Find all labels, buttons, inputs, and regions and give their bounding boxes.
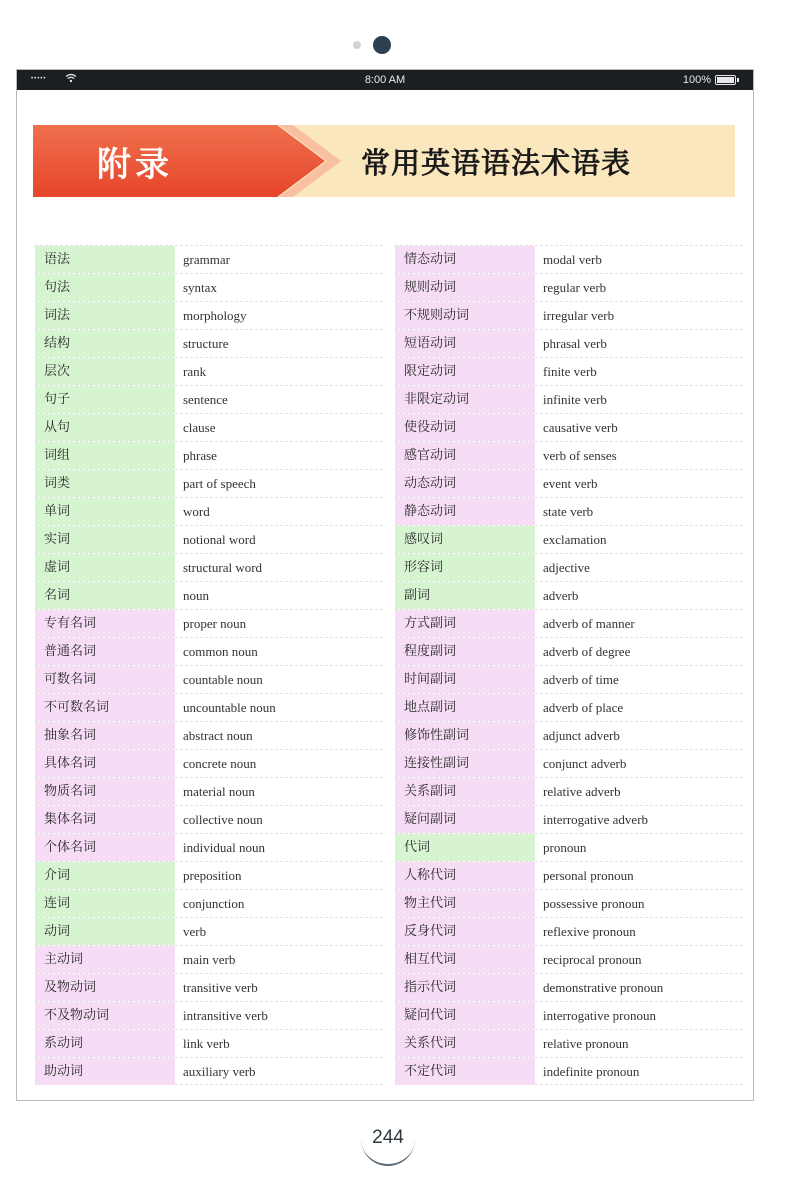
term-row: [395, 693, 743, 721]
term-row: [395, 889, 743, 917]
term-row: [395, 665, 743, 693]
term-chinese: 个体名词: [35, 834, 175, 861]
term-chinese: 不规则动词: [395, 302, 535, 329]
term-chinese: 句法: [35, 274, 175, 301]
term-row: [35, 609, 383, 637]
term-english: adverb of manner: [543, 616, 635, 631]
term-chinese: 动词: [35, 918, 175, 945]
term-english: pronoun: [543, 840, 587, 855]
page-number-badge: [361, 1112, 415, 1166]
term-english: adjective: [543, 560, 590, 575]
term-english: adverb of time: [543, 672, 619, 687]
term-chinese: 主动词: [35, 946, 175, 973]
term-english: reflexive pronoun: [543, 924, 636, 939]
term-chinese: 抽象名词: [35, 722, 175, 749]
term-chinese: 修饰性副词: [395, 722, 535, 749]
term-english: individual noun: [183, 840, 265, 855]
term-chinese: 普通名词: [35, 638, 175, 665]
term-chinese: 及物动词: [35, 974, 175, 1001]
term-row: [395, 917, 743, 945]
page-title: 常用英语语法术语表: [361, 146, 632, 180]
term-row: [35, 469, 383, 497]
term-english: clause: [183, 420, 216, 435]
term-chinese: 语法: [35, 246, 175, 273]
banner-label: 附录: [97, 145, 173, 185]
term-english: relative pronoun: [543, 1036, 629, 1051]
term-english: intransitive verb: [183, 1008, 268, 1023]
term-chinese: 虚词: [35, 554, 175, 581]
term-english: relative adverb: [543, 784, 621, 799]
term-chinese: 连接性副词: [395, 750, 535, 777]
term-english: phrasal verb: [543, 336, 607, 351]
term-chinese: 助动词: [35, 1058, 175, 1085]
term-row: [35, 441, 383, 469]
term-row: [35, 889, 383, 917]
term-english: personal pronoun: [543, 868, 634, 883]
term-row: [395, 1029, 743, 1057]
term-chinese: 相互代词: [395, 946, 535, 973]
term-english: grammar: [183, 252, 230, 267]
term-english: morphology: [183, 308, 247, 323]
term-row: [395, 413, 743, 441]
term-row: [395, 749, 743, 777]
term-english: word: [183, 504, 210, 519]
term-row: [395, 497, 743, 525]
term-english: adverb: [543, 588, 579, 603]
term-english: adverb of place: [543, 700, 624, 715]
term-chinese: 关系副词: [395, 778, 535, 805]
term-row: [35, 413, 383, 441]
term-chinese: 反身代词: [395, 918, 535, 945]
term-row: [395, 721, 743, 749]
term-chinese: 不及物动词: [35, 1002, 175, 1029]
term-chinese: 连词: [35, 890, 175, 917]
status-time: 8:00 AM: [364, 74, 406, 86]
term-english: material noun: [183, 784, 255, 799]
battery-percent: 100%: [682, 74, 711, 86]
term-row: [395, 469, 743, 497]
term-english: reciprocal pronoun: [543, 952, 642, 967]
term-chinese: 人称代词: [395, 862, 535, 889]
term-english: verb of senses: [543, 448, 617, 463]
term-row: [395, 329, 743, 357]
term-row: [395, 553, 743, 581]
term-english: structural word: [183, 560, 263, 575]
term-row: [395, 805, 743, 833]
term-row: [395, 945, 743, 973]
term-row: [395, 581, 743, 609]
term-chinese: 感官动词: [395, 442, 535, 469]
device-frame: [16, 69, 754, 1101]
page-dot-active[interactable]: [373, 36, 391, 54]
signal-icon: •••••: [31, 76, 47, 82]
term-row: [35, 497, 383, 525]
term-row: [35, 693, 383, 721]
term-row: [395, 301, 743, 329]
term-english: noun: [183, 588, 209, 603]
status-bar: [17, 70, 753, 90]
term-english: exclamation: [543, 532, 607, 547]
term-row: [395, 637, 743, 665]
term-english: phrase: [183, 448, 217, 463]
term-chinese: 实词: [35, 526, 175, 553]
term-row: [395, 1001, 743, 1029]
term-english: preposition: [183, 868, 242, 883]
term-chinese: 名词: [35, 582, 175, 609]
term-row: [35, 973, 383, 1001]
term-row: [35, 805, 383, 833]
term-chinese: 时间副词: [395, 666, 535, 693]
term-english: conjunction: [183, 896, 245, 911]
term-row: [35, 833, 383, 861]
term-chinese: 句子: [35, 386, 175, 413]
term-row: [35, 637, 383, 665]
term-english: irregular verb: [543, 308, 615, 323]
term-english: regular verb: [543, 280, 607, 295]
term-row: [35, 357, 383, 385]
term-chinese: 结构: [35, 330, 175, 357]
term-english: common noun: [183, 644, 258, 659]
term-row: [35, 553, 383, 581]
term-english: conjunct adverb: [543, 756, 627, 771]
term-chinese: 短语动词: [395, 330, 535, 357]
terms-table-right: [395, 245, 743, 1085]
term-chinese: 单词: [35, 498, 175, 525]
term-row: [395, 441, 743, 469]
term-english: uncountable noun: [183, 700, 276, 715]
term-chinese: 物主代词: [395, 890, 535, 917]
term-english: finite verb: [543, 364, 597, 379]
term-chinese: 感叹词: [395, 526, 535, 553]
term-row: [395, 861, 743, 889]
term-chinese: 词组: [35, 442, 175, 469]
term-chinese: 动态动词: [395, 470, 535, 497]
term-english: possessive pronoun: [543, 896, 645, 911]
page-number: 244: [372, 1127, 404, 1148]
terms-table-left: [35, 245, 383, 1085]
term-english: adjunct adverb: [543, 728, 620, 743]
term-chinese: 系动词: [35, 1030, 175, 1057]
term-row: [35, 721, 383, 749]
page-dot-inactive[interactable]: [353, 41, 361, 49]
term-english: structure: [183, 336, 229, 351]
term-english: part of speech: [183, 476, 256, 491]
term-chinese: 疑问副词: [395, 806, 535, 833]
term-chinese: 层次: [35, 358, 175, 385]
term-english: transitive verb: [183, 980, 258, 995]
term-row: [35, 329, 383, 357]
term-chinese: 指示代词: [395, 974, 535, 1001]
term-english: demonstrative pronoun: [543, 980, 664, 995]
term-chinese: 物质名词: [35, 778, 175, 805]
page-indicator[interactable]: [0, 36, 800, 56]
term-chinese: 副词: [395, 582, 535, 609]
term-chinese: 专有名词: [35, 610, 175, 637]
term-row: [35, 525, 383, 553]
term-chinese: 情态动词: [395, 246, 535, 273]
term-chinese: 词法: [35, 302, 175, 329]
term-row: [35, 1057, 383, 1085]
term-row: [395, 777, 743, 805]
term-row: [395, 833, 743, 861]
term-row: [35, 301, 383, 329]
term-row: [395, 525, 743, 553]
term-english: interrogative pronoun: [543, 1008, 656, 1023]
term-chinese: 从句: [35, 414, 175, 441]
term-chinese: 限定动词: [395, 358, 535, 385]
term-chinese: 程度副词: [395, 638, 535, 665]
term-english: concrete noun: [183, 756, 257, 771]
term-row: [35, 581, 383, 609]
term-row: [35, 1001, 383, 1029]
term-chinese: 不定代词: [395, 1058, 535, 1085]
term-row: [395, 245, 743, 273]
term-english: state verb: [543, 504, 594, 519]
term-row: [35, 385, 383, 413]
term-english: syntax: [183, 280, 217, 295]
term-chinese: 规则动词: [395, 274, 535, 301]
term-english: notional word: [183, 532, 256, 547]
term-row: [35, 777, 383, 805]
term-english: interrogative adverb: [543, 812, 649, 827]
term-english: collective noun: [183, 812, 263, 827]
term-english: sentence: [183, 392, 228, 407]
term-chinese: 词类: [35, 470, 175, 497]
term-row: [35, 665, 383, 693]
term-row: [395, 609, 743, 637]
term-row: [395, 357, 743, 385]
term-english: modal verb: [543, 252, 602, 267]
term-chinese: 使役动词: [395, 414, 535, 441]
term-english: main verb: [183, 952, 236, 967]
term-row: [395, 1057, 743, 1085]
term-row: [35, 749, 383, 777]
banner-arrow: [33, 125, 325, 197]
term-chinese: 疑问代词: [395, 1002, 535, 1029]
term-english: rank: [183, 364, 207, 379]
term-english: infinite verb: [543, 392, 607, 407]
term-english: countable noun: [183, 672, 263, 687]
battery-icon: [715, 75, 736, 85]
term-chinese: 可数名词: [35, 666, 175, 693]
term-chinese: 非限定动词: [395, 386, 535, 413]
term-chinese: 静态动词: [395, 498, 535, 525]
term-row: [35, 1029, 383, 1057]
term-row: [35, 861, 383, 889]
term-row: [395, 273, 743, 301]
term-english: link verb: [183, 1036, 230, 1051]
term-row: [395, 973, 743, 1001]
term-chinese: 代词: [395, 834, 535, 861]
term-english: verb: [183, 924, 207, 939]
term-english: indefinite pronoun: [543, 1064, 640, 1079]
term-english: adverb of degree: [543, 644, 631, 659]
term-row: [395, 385, 743, 413]
term-english: event verb: [543, 476, 598, 491]
term-chinese: 形容词: [395, 554, 535, 581]
term-chinese: 介词: [35, 862, 175, 889]
term-chinese: 不可数名词: [35, 694, 175, 721]
term-row: [35, 917, 383, 945]
term-chinese: 方式副词: [395, 610, 535, 637]
term-chinese: 地点副词: [395, 694, 535, 721]
term-english: abstract noun: [183, 728, 253, 743]
term-chinese: 具体名词: [35, 750, 175, 777]
term-row: [35, 245, 383, 273]
appendix-banner: [33, 125, 735, 197]
term-english: proper noun: [183, 616, 247, 631]
term-chinese: 关系代词: [395, 1030, 535, 1057]
term-english: causative verb: [543, 420, 618, 435]
term-english: auxiliary verb: [183, 1064, 256, 1079]
term-row: [35, 945, 383, 973]
term-row: [35, 273, 383, 301]
term-chinese: 集体名词: [35, 806, 175, 833]
